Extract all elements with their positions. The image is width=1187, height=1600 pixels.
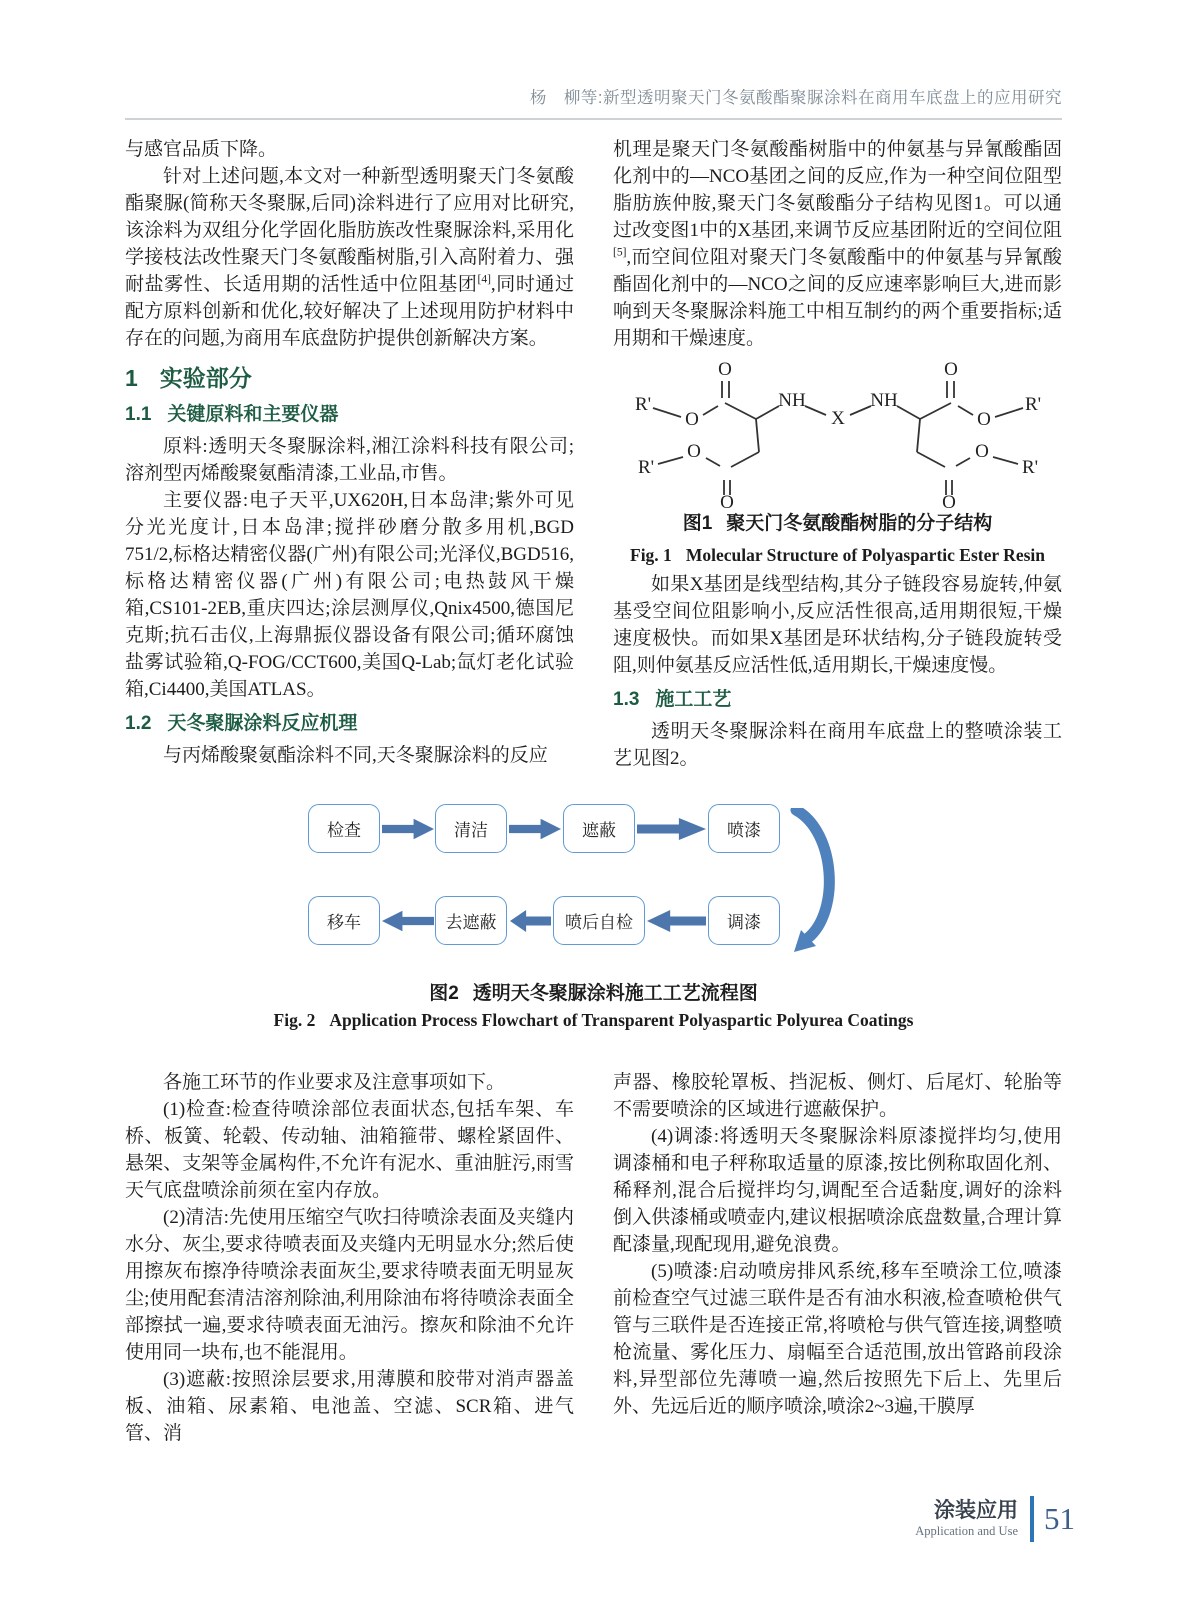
atom-label: R' — [1024, 394, 1042, 415]
figure1-caption — [613, 510, 1062, 569]
section-number: 1.3 — [613, 689, 640, 710]
paragraph: 透明天冬聚脲涂料在商用车底盘上的整喷涂装工艺见图2。 — [613, 721, 1062, 769]
section-1-3-heading — [613, 686, 1062, 713]
footer-section-zh: 涂装应用 — [934, 1498, 1018, 1522]
paragraph: (4)调漆:将透明天冬聚脲涂料原漆搅拌均匀,使用调漆桶和电子秤称取适量的原漆,按比例称取固化剂、稀释剂,混合后搅拌均匀,调配至合适黏度,调好的涂料倒入供漆桶或喷壶内,建议根据喷涂底盘数量,合理计算配漆量,现配现用,避免浪费。 — [613, 1126, 1062, 1255]
flow-arrow-left-icon — [382, 910, 434, 932]
flow-step-mix-paint: 调漆 — [708, 896, 780, 945]
atom-label: O — [687, 441, 701, 462]
atom-label: R' — [637, 457, 655, 478]
figure-caption-text: 透明天冬聚脲涂料施工工艺流程图 — [472, 983, 758, 1004]
paragraph-text: ,而空间位阻对聚天门冬氨酸酯中的仲氨基与异氰酸酯固化剂中的—NCO之间的反应速率影响巨大,进而影响到天冬聚脲涂料施工中相互制约的两个重要指标;适用期和干燥速度。 — [613, 247, 1062, 349]
page-number: 51 — [1044, 1501, 1075, 1536]
figure-caption-text: 聚天门冬氨酸酯树脂的分子结构 — [726, 513, 993, 534]
section-number: 1.2 — [125, 713, 152, 734]
paragraph: 与丙烯酸聚氨酯涂料不同,天冬聚脲涂料的反应 — [163, 745, 548, 766]
right-column-top — [613, 136, 1062, 772]
paragraph-text: ,同时通过配方原料创新和优化,较好解决了上述现用防护材料中存在的问题,为商用车底盘防护提供创新解决方案。 — [125, 274, 574, 349]
atom-label: R' — [634, 394, 652, 415]
right-column-bottom — [613, 1069, 1062, 1447]
reference-marker: [4] — [477, 273, 491, 286]
figure1-molecular-structure — [613, 356, 1062, 569]
paragraph-text: 针对上述问题,本文对一种新型透明聚天门冬氨酸酯聚脲(简称天冬聚脲,后同)涂料进行了应用对比研究,该涂料为双组分化学固化脂肪族改性聚脲涂料,采用化学接枝法改性聚天门冬氨酸酯树脂,引入高附着力、强耐盐雾性、长适用期的活性适中位阻基团 — [125, 166, 574, 295]
paragraph: (3)遮蔽:按照涂层要求,用薄膜和胶带对消声器盖板、油箱、尿素箱、电池盖、空滤、SCR箱、进气管、消 — [125, 1369, 574, 1444]
atom-label: O — [942, 492, 956, 510]
flow-step-unmask: 去遮蔽 — [435, 896, 507, 945]
figure-label: Fig. 2 — [273, 1010, 316, 1030]
footer-divider-bar — [1030, 1496, 1034, 1542]
top-columns — [125, 136, 1062, 772]
paragraph: 原料:透明天冬聚脲涂料,湘江涂料科技有限公司;溶剂型丙烯酸聚氨酯清漆,工业品,市售。 — [125, 436, 574, 484]
flow-step-post-spray-check: 喷后自检 — [553, 896, 645, 945]
reference-marker: [5] — [613, 246, 627, 259]
figure1-caption-en — [613, 542, 1062, 569]
atom-label: O — [977, 409, 991, 430]
section-1-2-heading — [125, 710, 574, 737]
paragraph-text: 机理是聚天门冬氨酸酯树脂中的仲氨基与异氰酸酯固化剂中的—NCO基团之间的反应,作为一种空间位阻型脂肪族仲胺,聚天门冬氨酸酯分子结构见图1。可以通过改变图1中的X基团,来调节反应基团附近的空间位阻 — [613, 139, 1062, 241]
flow-step-inspect: 检查 — [308, 804, 380, 853]
flow-step-move-vehicle: 移车 — [308, 896, 380, 945]
flow-arrow-left-icon — [647, 910, 706, 932]
flow-step-clean: 清洁 — [435, 804, 507, 853]
figure2-caption-zh — [125, 978, 1062, 1005]
atom-label: NH — [778, 390, 806, 411]
running-head-title: 杨 柳等:新型透明聚天门冬氨酸酯聚脲涂料在商用车底盘上的应用研究 — [125, 84, 1062, 120]
paragraph: (5)喷漆:启动喷房排风系统,移车至喷涂工位,喷漆前检查空气过滤三联件是否有油水积液,检查喷枪供气管与三联件是否连接正常,将喷枪与供气管连接,调整喷枪流量、雾化压力、扇幅至合适范围,放出管路前段涂料,异型部位先薄喷一遍,然后按照先下后上、先里后外、先远后近的顺序喷涂,喷涂2~3遍,干膜厚 — [613, 1261, 1062, 1417]
section-title: 实验部分 — [159, 365, 252, 391]
flow-arrow-right-icon — [382, 818, 434, 840]
figure-caption-text: Application Process Flowchart of Transparent Polyaspartic Polyurea Coatings — [329, 1010, 914, 1030]
atom-label: NH — [870, 390, 898, 411]
atom-label: R' — [1021, 457, 1039, 478]
paragraph: (1)检查:检查待喷涂部位表面状态,包括车架、车桥、板簧、轮毂、传动轴、油箱箍带、螺栓紧固件、悬架、支架等金属构件,不允许有泥水、重油脏污,雨雪天气底盘喷涂前须在室内存放。 — [125, 1099, 574, 1201]
paragraph: 与感官品质下降。 — [125, 139, 278, 160]
paragraph: 声器、橡胶轮罩板、挡泥板、侧灯、后尾灯、轮胎等不需要喷涂的区域进行遮蔽保护。 — [613, 1072, 1062, 1120]
atom-label: O — [718, 359, 732, 380]
figure2-caption-en — [125, 1010, 1062, 1031]
flow-arrow-left-icon — [510, 910, 551, 932]
paragraph: 主要仪器:电子天平,UX620H,日本岛津;紫外可见分光光度计,日本岛津;搅拌砂磨分散多用机,BGD 751/2,标格达精密仪器(广州)有限公司;光泽仪,BGD516,标格达精密仪器(广州)有限公司;电热鼓风干燥箱,CS101-2EB,重庆四达;涂层测厚仪,Qnix4500,德国尼克斯;抗石击仪,上海鼎振仪器设备有限公司;循环腐蚀盐雾试验箱,Q-FOG/CCT600,美国Q-Lab;氙灯老化试验箱,Ci4400,美国ATLAS。 — [125, 490, 574, 700]
figure2-caption — [125, 978, 1062, 1031]
atom-label: X — [831, 408, 845, 429]
atom-label: O — [975, 441, 989, 462]
page-footer — [915, 1496, 1075, 1542]
paragraph — [613, 136, 1062, 352]
section-1-heading — [125, 365, 574, 392]
section-title: 天冬聚脲涂料反应机理 — [167, 713, 358, 734]
section-title: 关键原料和主要仪器 — [167, 404, 339, 425]
figure-label: Fig. 1 — [630, 545, 672, 565]
flow-arrow-curve-icon — [788, 808, 846, 954]
flow-arrow-right-icon — [637, 818, 706, 840]
flow-arrow-right-icon — [509, 818, 561, 840]
figure-caption-text: Molecular Structure of Polyaspartic Ester Resin — [685, 545, 1045, 565]
flow-step-spray: 喷漆 — [708, 804, 780, 853]
flow-step-mask: 遮蔽 — [563, 804, 635, 853]
atom-label: O — [720, 492, 734, 510]
paragraph: (2)清洁:先使用压缩空气吹扫待喷涂表面及夹缝内水分、灰尘,要求待喷表面及夹缝内无明显水分;然后使用擦灰布擦净待喷涂表面灰尘,要求待喷表面无明显灰尘;使用配套清洁溶剂除油,利用除油布将待喷涂表面全部擦拭一遍,要求待喷表面无油污。擦灰和除油不允许使用同一块布,也不能混用。 — [125, 1207, 574, 1363]
atom-label: O — [685, 409, 699, 430]
section-number: 1.1 — [125, 404, 152, 425]
fig1-structure-drawing — [613, 356, 1063, 510]
figure2-flowchart — [290, 796, 870, 974]
section-number: 1 — [125, 365, 138, 391]
paragraph: 如果X基团是线型结构,其分子链段容易旋转,仲氨基受空间位阻影响小,反应活性很高,适用期很短,干燥速度极快。而如果X基团是环状结构,分子链段旋转受阻,则仲氨基反应活性低,适用期长,干燥速度慢。 — [613, 574, 1062, 676]
atom-label: O — [944, 359, 958, 380]
footer-section-labels — [915, 1499, 1018, 1539]
figure1-caption-zh — [613, 510, 1062, 537]
left-column-bottom — [125, 1069, 574, 1447]
section-1-1-heading — [125, 401, 574, 428]
left-column-top — [125, 136, 574, 772]
footer-section-en: Application and Use — [915, 1524, 1018, 1539]
section-title: 施工工艺 — [655, 689, 732, 710]
paragraph: 各施工环节的作业要求及注意事项如下。 — [163, 1072, 506, 1093]
bottom-columns — [125, 1069, 1062, 1447]
figure-label: 图1 — [682, 513, 713, 534]
figure-label: 图2 — [429, 983, 459, 1004]
paragraph — [125, 163, 574, 352]
